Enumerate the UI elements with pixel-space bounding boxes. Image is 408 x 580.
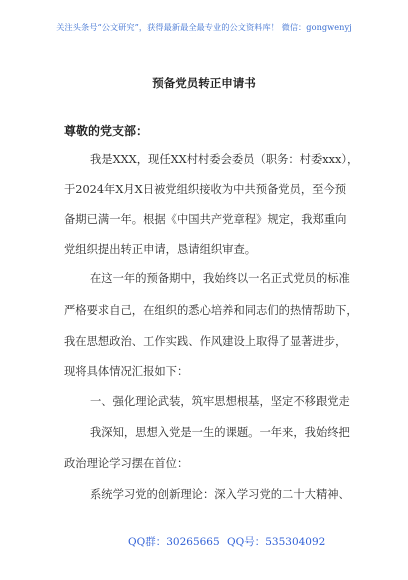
body-line: 我是XXX，现任XX村村委会委员（职务：村委xxx）， xyxy=(90,153,359,166)
body-line: 严格要求自己，在组织的悉心培养和同志们的热情帮助下， xyxy=(64,304,358,317)
body-line: 于2024年X月X日被党组织接收为中共预备党员，至今预 xyxy=(64,183,347,196)
body-line: 党组织提出转正申请，恳请组织审查。 xyxy=(64,243,257,256)
body-line: 在这一年的预备期中，我始终以一名正式党员的标准 xyxy=(90,272,350,285)
section-heading: 一、强化理论武装，筑牢思想根基，坚定不移跟党走 xyxy=(90,395,350,408)
body-line: 我在思想政治、工作实践、作风建设上取得了显著进步， xyxy=(64,335,347,348)
header-note: 关注头条号“公文研究”，获得最新最全最专业的公文资料库！ 微信：gongwenyj xyxy=(56,22,352,32)
body-line: 现将具体情况汇报如下： xyxy=(64,365,189,378)
document-title: 预备党员转正申请书 xyxy=(152,76,256,90)
footer-qq-group: QQ群：30265665 xyxy=(128,536,220,548)
body-line: 系统学习党的创新理论：深入学习党的二十大精神、 xyxy=(90,488,350,501)
body-line: 我深知，思想入党是一生的课题。一年来，我始终把 xyxy=(90,426,350,439)
footer-qq: QQ号：535304092 xyxy=(227,536,326,548)
salutation: 尊敬的党支部： xyxy=(64,124,149,138)
body-line: 备期已满一年。根据《中国共产党章程》规定，我郑重向 xyxy=(64,213,347,226)
body-line: 政治理论学习摆在首位： xyxy=(64,457,189,470)
